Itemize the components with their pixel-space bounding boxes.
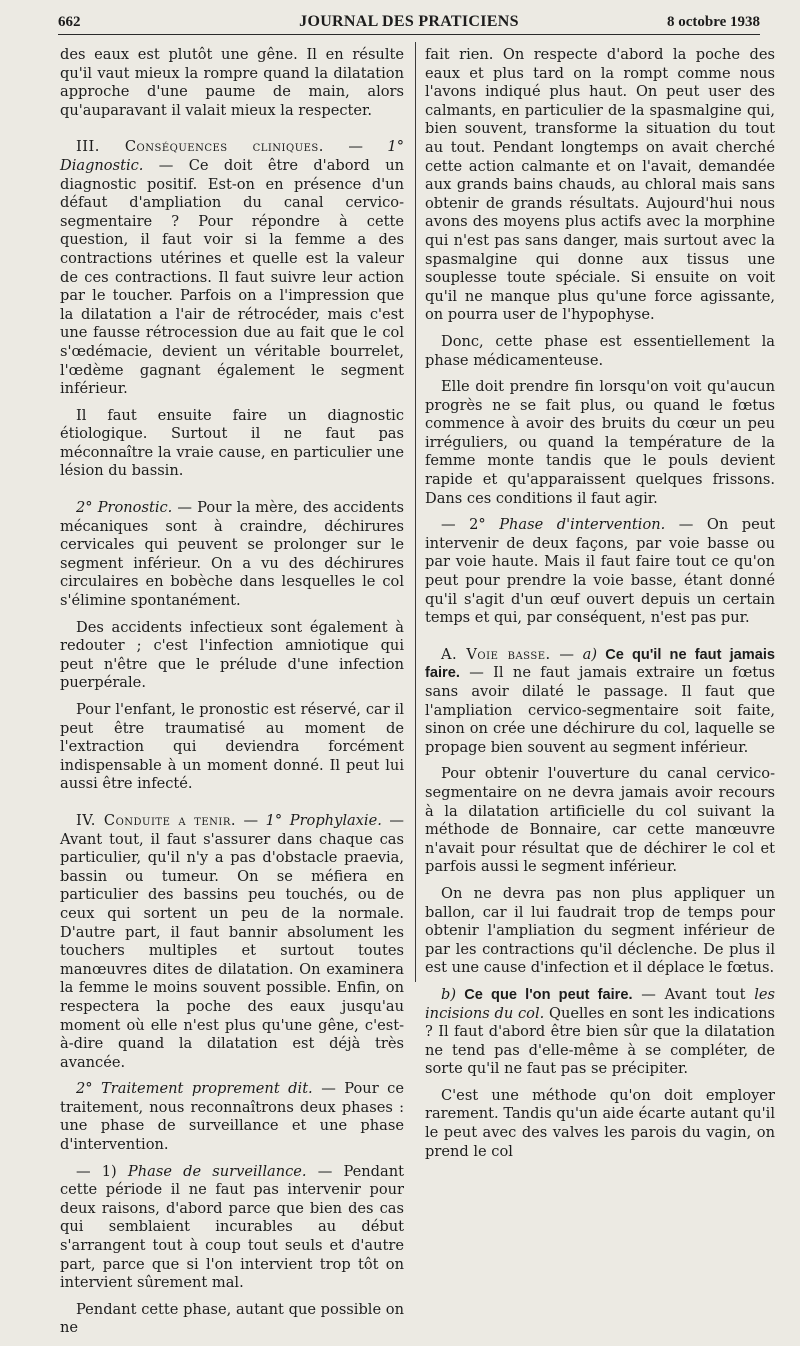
- bold-heading-can-do: Ce que l'on peut faire.: [456, 986, 633, 1003]
- paragraph: Des accidents infectieux sont également à redouter ; c'est l'infection amniotique qui peut n'être que le prélude d'une infection puerpérale.: [60, 618, 404, 692]
- paragraph: Pour l'enfant, le pronostic est réservé, car il peut être traumatisé au moment de l'extraction qui deviendra forcément indispensable à un moment donné. Il peut lui aussi être infecté.: [60, 701, 404, 793]
- right-column: [425, 46, 775, 1169]
- issue-date: 8 octobre 1938: [666, 14, 760, 30]
- paragraph: Pendant cette phase, autant que possible on ne: [60, 1300, 404, 1337]
- section-conduct: IV. Conduite a tenir. — 1° Prophylaxie. — Avant tout, il faut s'assurer dans chaque cas particulier, qu'il n'y a pas d'obstacle praevia, bassin ou tumeur. On se méfiera en particulier des bassins peu touchés, ou de ceux qui sortent un peu de la normale. D'autre part, il faut bannir absolument les touchers multiples et surtout toutes manœuvres dites de dilatation. On examinera la femme le moins souvent possible. Enfin, on respectera la poche des eaux jusqu'au moment où elle n'est plus qu'une gêne, c'est-à-dire quand la dilatation est déjà très avancée.: [60, 811, 404, 1071]
- emphasis-incisions: les incisions du col.: [425, 985, 775, 1022]
- section-surveillance: — 1) Phase de surveillance. — Pendant cette période il ne faut pas intervenir pour deux raisons, d'abord parce que bien des cas qui semblaient incurables au début s'arrangent tout à coup tout seuls et d'autre part, parce que si l'on intervient trop tôt on intervient sûrement mal.: [60, 1162, 404, 1292]
- subheading-treatment: 2° Traitement proprement dit.: [76, 1080, 313, 1098]
- paragraph: des eaux est plutôt une gêne. Il en résulte qu'il vaut mieux la rompre quand la dilatation approche d'une paume de main, alors qu'auparavant il valait mieux la respecter.: [60, 46, 404, 119]
- column-divider: [415, 42, 416, 982]
- paragraph-text: — Il ne faut jamais extraire un fœtus sans avoir dilaté le passage. Il faut que l'ampliation cervico-segmentaire soit faite, sinon on crée une déchirure du col, laquelle se propage bien souvent au segment inférieur.: [425, 664, 775, 756]
- bold-heading-never: Ce qu'il ne faut jamais faire.: [425, 646, 776, 682]
- section-heading: III. Conséquences cliniques.: [76, 138, 324, 156]
- paragraph-text: — Avant tout, il faut s'assurer dans chaque cas particulier, qu'il n'y a pas d'obstacle praevia, bassin ou tumeur. On se méfiera en particulier des bassins peu touchés, ou de ceux qui sortent un peu de la normale. D'autre part, il faut bannir absolument les touchers multiples et surtout toutes manœuvres dites de dilatation. On examinera la femme le moins souvent possible. Enfin, on respectera la poche des eaux jusqu'au moment où elle n'est plus qu'une gêne, c'est-à-dire quand la dilatation est déjà très avancée.: [60, 811, 404, 1071]
- section-prognosis: [60, 499, 404, 611]
- subheading-surveillance: Phase de surveillance.: [127, 1162, 307, 1180]
- subheading-intervention: Phase d'intervention.: [499, 516, 666, 534]
- subheading-prophylaxis: 1° Prophylaxie.: [265, 811, 382, 829]
- paragraph-text: Quelles en sont les indications ? Il faut d'abord être bien sûr que la dilatation ne tend pas d'elle-même à se compléter, de sorte qu'il ne faut pas se précipiter.: [425, 1004, 775, 1078]
- section-voie-basse: A. Voie basse. — a) Ce qu'il ne faut jamais faire. — Il ne faut jamais extraire un fœtus sans avoir dilaté le passage. Il faut que l'ampliation cervico-segmentaire soit faite, sinon on crée une déchirure du col, laquelle se propage bien souvent au segment inférieur.: [425, 645, 776, 756]
- left-column: [60, 46, 404, 1346]
- subheading-prognosis: 2° Pronostic.: [76, 499, 173, 517]
- section-treatment: [60, 1080, 404, 1154]
- paragraph-text: — Pour ce traitement, nous reconnaîtrons deux phases : une phase de surveillance et une phase d'intervention.: [60, 1080, 404, 1154]
- section-heading: IV. Conduite a tenir.: [76, 811, 236, 829]
- page-number: 662: [58, 14, 81, 30]
- paragraph: fait rien. On respecte d'abord la poche des eaux et plus tard on la rompt comme nous l'avons indiqué plus haut. On peut user des calmants, en particulier de la spasmalgine qui, bien souvent, transforme la situation du tout au tout. Pendant longtemps on avait cherché cette action calmante et on l'avait, demandée aux grands bains chauds, au chloral mais sans obtenir de grands résultats. Aujourd'hui nous avons des moyens plus actifs avec la morphine qui n'est pas sans danger, mais surtout avec la spasmalgine qui donne aux tissus une souplesse toute spéciale. Si ensuite on voit qu'il ne manque plus qu'une force agissante, on pourra user de l'hypophyse.: [425, 46, 775, 324]
- section-clinical-consequences: III. Conséquences cliniques. — 1° Diagnostic. — Ce doit être d'abord un diagnostic positif. Est-on en présence d'un défaut d'ampliation du canal cervico-segmentaire ? Pour répondre à cette question, il faut voir si la femme a des contractions utérines et quelle est la valeur de ces contractions. Il faut suivre leur action par le toucher. Parfois on a l'impression que la dilatation a l'air de rétrocéder, mais c'est une fausse rétrocession due au fait que le col s'œdémacie, devient un véritable bourrelet, l'œdème gagnant également le segment inférieur.: [60, 138, 404, 398]
- journal-title: JOURNAL DES PRATICIENS: [299, 13, 519, 30]
- paragraph: Elle doit prendre fin lorsqu'on voit qu'aucun progrès ne se fait plus, ou quand le fœtus commence à avoir des bruits du cœur un peu irréguliers, ou quand la température de la femme monte tandis que le pouls devient rapide et qu'apparaissent quelques frissons. Dans ces conditions il faut agir.: [425, 378, 775, 507]
- paragraph: C'est une méthode qu'on doit employer rarement. Tandis qu'un aide écarte autant qu'il le peut avec des valves les parois du vagin, on prend le col: [425, 1086, 775, 1160]
- section-can-do: b) Ce que l'on peut faire. — Avant tout les incisions du col. Quelles en sont les indications ? Il faut d'abord être bien sûr que la dilatation ne tend pas d'elle-même à se compléter, de sorte qu'il ne faut pas se précipiter.: [425, 985, 775, 1078]
- section-intervention: — 2° Phase d'intervention. — On peut intervenir de deux façons, par voie basse ou par voie haute. Mais il faut faire tout ce qu'on peut pour prendre la voie basse, étant donné qu'il s'agit d'un œuf ouvert depuis un certain temps et qui, par conséquent, n'est pas pur.: [425, 516, 775, 627]
- paragraph-text: — Pour la mère, des accidents mécaniques sont à craindre, déchirures cervicales qui peuvent se prolonger sur le segment inférieur. On a vu des déchirures circulaires en bobèche dans lesquelles le col s'élimine spontanément.: [60, 499, 405, 610]
- paragraph-text: — On peut intervenir de deux façons, par voie basse ou par voie haute. Mais il faut faire tout ce qu'on peut pour prendre la voie basse, étant donné qu'il s'agit d'un œuf ouvert depuis un certain temps et qui, par conséquent, n'est pas pur.: [425, 516, 775, 627]
- paragraph: Pour obtenir l'ouverture du canal cervico-segmentaire on ne devra jamais avoir recours à la dilatation artificielle du col suivant la méthode de Bonnaire, car cette manœuvre n'avait pour résultat que de déchirer le col et parfois aussi le segment inférieur.: [425, 765, 775, 876]
- paragraph-text: — Pendant cette période il ne faut pas intervenir pour deux raisons, d'abord parce que bien des cas qui semblaient incurables au début s'arrangent tout à coup tout seuls et d'autre part, parce que si l'on intervient trop tôt on intervient sûrement mal.: [60, 1162, 404, 1292]
- section-heading: A. Voie basse.: [441, 645, 551, 663]
- paragraph: Il faut ensuite faire un diagnostic étiologique. Surtout il ne faut pas méconnaître la vraie cause, en particulier une lésion du bassin.: [60, 406, 404, 480]
- paragraph-text: — Ce doit être d'abord un diagnostic positif. Est-on en présence d'un défaut d'ampliation du canal cervico-segmentaire ? Pour répondre à cette question, il faut voir si la femme a des contractions utérines et quelle est la valeur de ces contractions. Il faut suivre leur action par le toucher. Parfois on a l'impression que la dilatation a l'air de rétrocéder, mais c'est une fausse rétrocession due au fait que le col s'œdémacie, devient un véritable bourrelet, l'œdème gagnant également le segment inférieur.: [60, 156, 404, 398]
- running-header: [58, 10, 760, 35]
- paragraph: Donc, cette phase est essentiellement la phase médicamenteuse.: [425, 332, 775, 369]
- paragraph: On ne devra pas non plus appliquer un ballon, car il lui faudrait trop de temps pour obtenir l'ampliation du segment inférieur de par les contractions qu'il déclenche. De plus il est une cause d'infection et il déplace le fœtus.: [425, 884, 775, 977]
- subheading-diagnostic: 1° Diagnostic.: [60, 138, 404, 174]
